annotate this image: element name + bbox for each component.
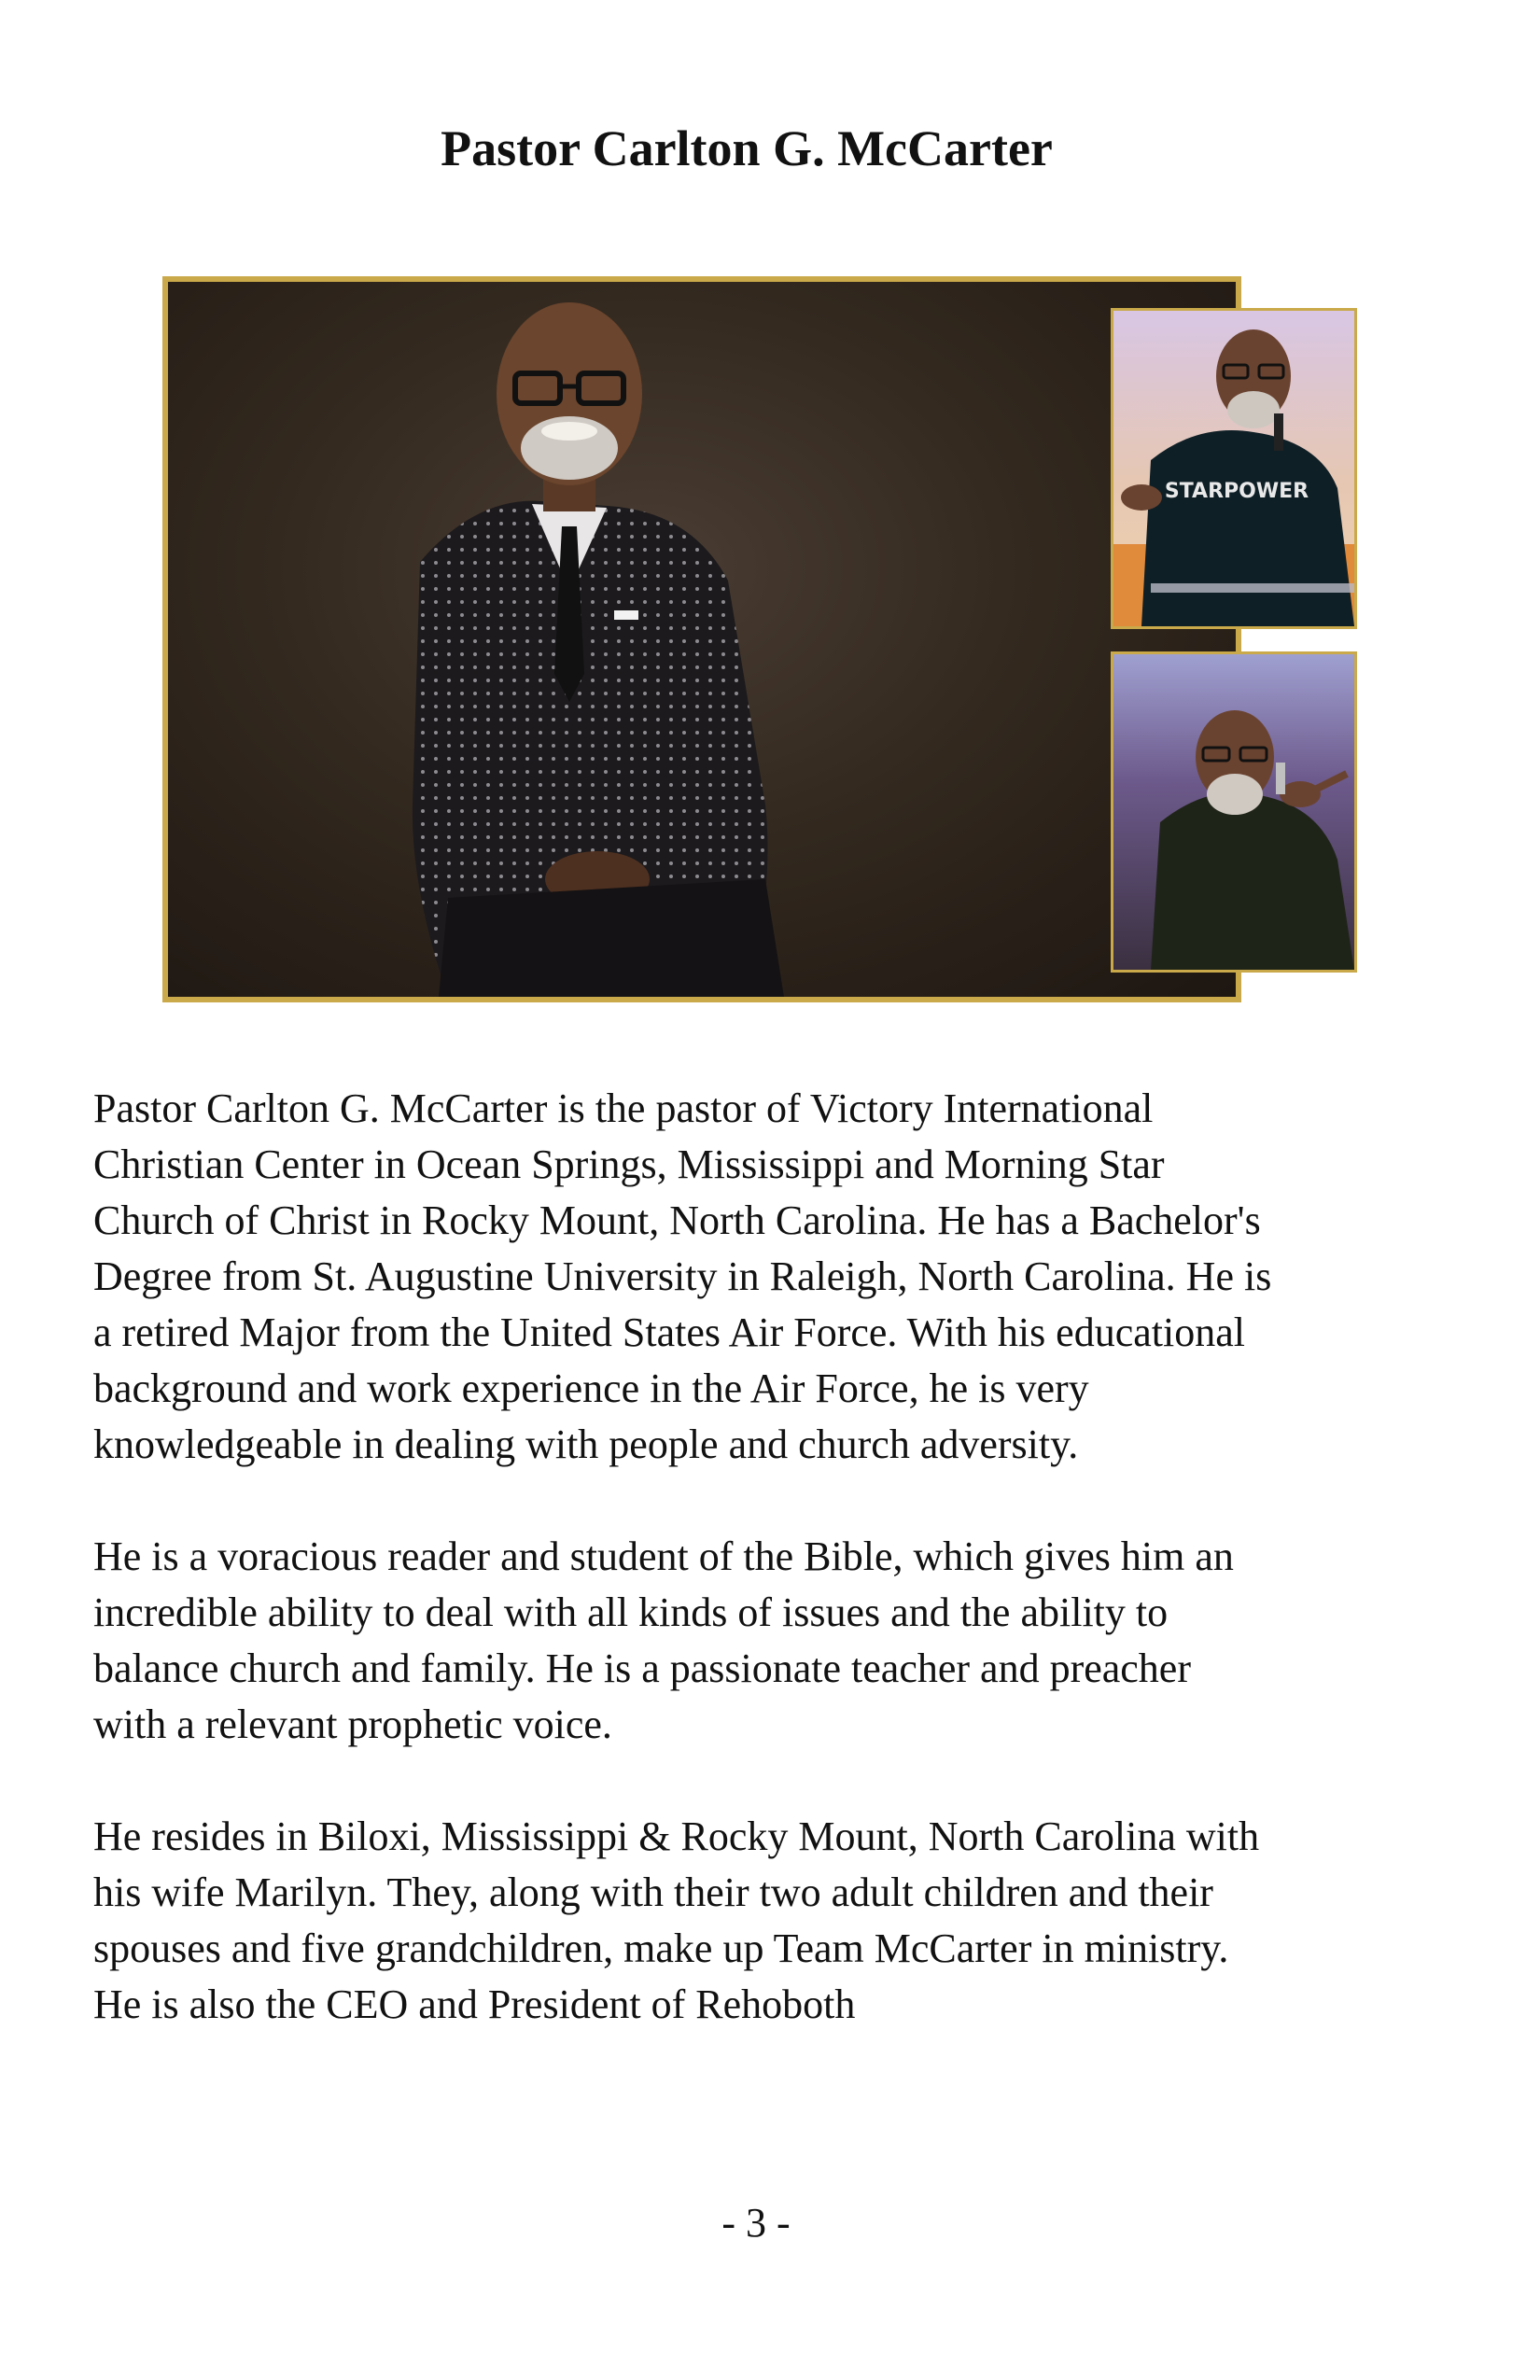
page-number: - 3 - xyxy=(721,2200,791,2246)
preaching-photo-1 xyxy=(1111,308,1357,629)
preaching-photo-2 xyxy=(1111,651,1357,973)
bio-line: incredible ability to deal with all kinds of issues and the ability to xyxy=(93,1589,1169,1635)
bio-line: his wife Marilyn. They, along with their two adult children and their xyxy=(93,1869,1213,1915)
bio-line: Christian Center in Ocean Springs, Mississippi and Morning Star xyxy=(93,1141,1165,1187)
bio-line: Degree from St. Augustine University in Raleigh, North Carolina. He is xyxy=(93,1253,1272,1299)
bio-line: background and work experience in the Air Force, he is very xyxy=(93,1365,1089,1411)
bio-line: knowledgeable in dealing with people and church adversity. xyxy=(93,1421,1079,1467)
shirt-text: STARPOWER xyxy=(1164,480,1309,503)
bio-line: Church of Christ in Rocky Mount, North Carolina. He has a Bachelor's xyxy=(93,1197,1261,1243)
biography xyxy=(93,1081,1437,2089)
bio-line: with a relevant prophetic voice. xyxy=(93,1701,612,1747)
bio-paragraph-3 xyxy=(93,1809,1437,2033)
preaching-illustration-1 xyxy=(1113,311,1354,626)
portrait-illustration xyxy=(168,282,1236,997)
bio-line: He is a voracious reader and student of the Bible, which gives him an xyxy=(93,1533,1234,1579)
bio-line: balance church and family. He is a passionate teacher and preacher xyxy=(93,1645,1191,1691)
bio-line: He is also the CEO and President of Rehoboth xyxy=(93,1981,856,2027)
page-title: Pastor Carlton G. McCarter xyxy=(441,120,1053,176)
bio-paragraph-2 xyxy=(93,1529,1437,1753)
bio-line: He resides in Biloxi, Mississippi & Rocky Mount, North Carolina with xyxy=(93,1813,1260,1859)
bio-line: a retired Major from the United States Air Force. With his educational xyxy=(93,1309,1245,1355)
preaching-illustration-2 xyxy=(1113,654,1354,970)
bio-line: spouses and five grandchildren, make up Team McCarter in ministry. xyxy=(93,1925,1229,1971)
bio-paragraph-1 xyxy=(93,1081,1437,1473)
main-portrait-photo xyxy=(162,276,1241,1002)
bio-line: Pastor Carlton G. McCarter is the pastor of Victory International xyxy=(93,1085,1154,1131)
